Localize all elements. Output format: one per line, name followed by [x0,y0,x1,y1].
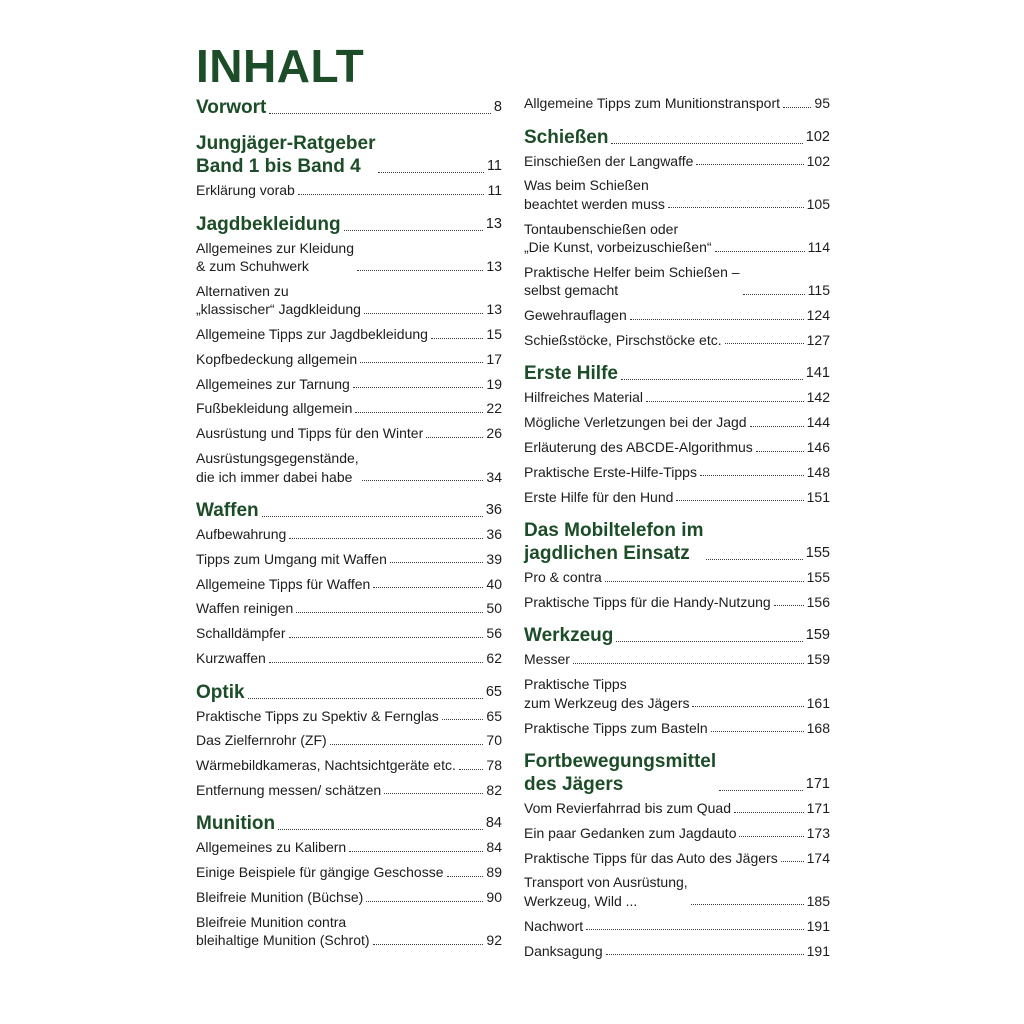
page-title: INHALT [196,40,365,92]
toc-entry-title: Ein paar Gedanken zum Jagdauto [524,824,737,841]
toc-entry-title: Praktische Tipps zum Werkzeug des Jägers [524,676,690,711]
section-heading-page-number: 8 [493,99,502,115]
dot-leader [711,731,804,732]
toc-entry-page-number: 19 [486,375,502,392]
toc-entry-title: Vom Revierfahrrad bis zum Quad [524,800,731,817]
toc-entry-title: Ausrüstungsgegenstände, die ich immer dabei habe [196,450,359,485]
section-heading-title: Erste Hilfe [524,363,618,385]
dot-leader [756,451,804,452]
dot-leader [725,343,804,344]
toc-entry-page-number: 124 [806,307,830,324]
dot-leader [278,829,483,830]
dot-leader [366,901,483,902]
toc-entry [196,525,502,544]
toc-entry-page-number: 84 [486,839,502,856]
toc-entry [196,649,502,668]
section-heading-page-number: 155 [805,545,830,562]
toc-entry-page-number: 39 [486,550,502,567]
toc-entry-title: Ausrüstung und Tipps für den Winter [196,425,424,442]
toc-entry [524,306,830,325]
toc-entry [196,888,502,907]
dot-leader [378,172,483,173]
section-heading-title: Jagdbekleidung [196,213,341,235]
toc-entry-title: Allgemeines zu Kalibern [196,839,347,856]
toc-entry-page-number: 161 [806,694,830,711]
toc-entry [196,325,502,344]
section-heading-title: Optik [196,681,245,703]
toc-entry-title: Waffen reinigen [196,600,294,617]
toc-entry-page-number: 151 [806,488,830,505]
dot-leader [605,581,804,582]
toc-entry [524,824,830,843]
dot-leader [750,426,804,427]
toc-entry-title: Bleifreie Munition (Büchse) [196,889,364,906]
toc-entry [524,873,830,910]
toc-entry-page-number: 65 [486,707,502,724]
dot-leader [362,480,484,481]
toc-entry [196,181,502,200]
toc-entry [524,263,830,300]
dot-leader [611,143,802,144]
dot-leader [743,294,805,295]
toc-section [196,96,502,119]
toc-entry [524,176,830,213]
section-heading [196,96,502,119]
section-heading-title: Das Mobiltelefon im jagdlichen Einsatz [524,520,704,565]
toc-entry-page-number: 159 [806,651,830,668]
section-heading [524,624,830,647]
toc-entry-title: Hilfreiches Material [524,389,644,406]
toc-entry-page-number: 156 [806,593,830,610]
section-heading-title: Schießen [524,126,609,148]
toc-entry-page-number: 171 [806,800,830,817]
dot-leader [349,851,483,852]
dot-leader [426,437,483,438]
dot-leader [715,251,805,252]
toc-entry-page-number: 95 [814,95,830,111]
toc-entry-title: Bleifreie Munition contra bleihaltige Munition (Schrot) [196,913,370,949]
toc-entry-title: Einige Beispiele für gängige Geschosse [196,864,444,881]
dot-leader [447,876,484,877]
toc-entry-title: Entfernung messen/ schätzen [196,781,382,798]
toc-section [196,812,502,949]
toc-section [524,94,830,113]
dot-leader [384,793,483,794]
section-heading-page-number: 171 [805,776,830,793]
section-heading [524,519,830,565]
toc-entry [196,399,502,418]
dot-leader [691,904,804,905]
toc-entry-title: Praktische Tipps zu Spektiv & Fernglas [196,707,439,724]
dot-leader [364,313,483,314]
toc-entry-page-number: 36 [486,526,502,543]
toc-entry-title: Was beim Schießen beachtet werden muss [524,177,665,212]
dot-leader [630,319,804,320]
toc-entry [524,675,830,712]
section-heading-page-number: 65 [485,683,502,700]
toc-entry [196,550,502,569]
dot-leader [646,401,804,402]
toc-entry [524,463,830,482]
toc-right-column [524,94,830,960]
toc-entry [524,650,830,669]
toc-entry [524,94,830,113]
dot-leader [431,338,483,339]
toc-entry-title: Allgemeine Tipps für Waffen [196,575,371,592]
dot-leader [262,516,483,517]
dot-leader [269,113,491,114]
toc-entry-title: Allgemeine Tipps zur Jagdbekleidung [196,326,428,343]
toc-entry [196,424,502,443]
toc-entry [196,575,502,594]
toc-entry [196,838,502,857]
toc-entry-title: Schießstöcke, Pirschstöcke etc. [524,331,722,348]
dot-leader [360,362,483,363]
toc-section [524,362,830,506]
toc-entry [524,593,830,612]
dot-leader [700,475,804,476]
toc-entry-page-number: 22 [486,400,502,417]
toc-entry-title: Erläuterung des ABCDE-Algorithmus [524,439,753,456]
toc-entry-page-number: 17 [486,350,502,367]
section-heading-page-number: 36 [485,502,502,519]
toc-entry [524,413,830,432]
toc-entry [524,849,830,868]
toc-entry-title: Mögliche Verletzungen bei der Jagd [524,414,747,431]
toc-entry-page-number: 144 [806,414,830,431]
toc-entry-page-number: 114 [807,239,830,256]
dot-leader [296,612,483,613]
toc-entry-page-number: 78 [486,757,502,774]
toc-section [196,499,502,667]
toc-entry-page-number: 13 [486,258,502,274]
toc-entry-title: Messer [524,651,570,668]
section-heading-page-number: 11 [486,158,502,174]
section-heading-page-number: 13 [485,215,502,232]
dot-leader [330,744,484,745]
section-heading-page-number: 141 [805,365,830,382]
dot-leader [269,662,484,663]
toc-entry [196,350,502,369]
section-heading [196,132,502,178]
toc-entry-page-number: 142 [806,389,830,406]
dot-leader [289,538,483,539]
section-heading-page-number: 84 [485,815,502,832]
toc-entry [524,152,830,171]
toc-entry-page-number: 26 [486,425,502,442]
toc-entry [524,917,830,936]
toc-entry [196,863,502,882]
toc-entry-title: Wärmebildkameras, Nachtsichtgeräte etc. [196,757,456,774]
toc-entry-title: Allgemeines zur Kleidung & zum Schuhwerk [196,239,354,274]
toc-section [524,750,830,960]
toc-entry-title: Praktische Tipps zum Basteln [524,719,708,736]
toc-entry-page-number: 185 [806,892,830,909]
dot-leader [298,194,485,195]
toc-section [196,213,502,487]
toc-entry [196,375,502,394]
section-heading [196,681,502,704]
toc-entry [196,624,502,643]
toc-entry-page-number: 92 [486,932,502,949]
dot-leader [692,706,803,707]
dot-leader [344,230,483,231]
toc-entry-title: Erklärung vorab [196,182,295,198]
toc-entry-page-number: 13 [486,301,502,318]
toc-entry-page-number: 105 [806,195,830,212]
toc-entry-title: Praktische Helfer beim Schießen – selbst gemacht [524,263,740,299]
toc-entry-page-number: 89 [486,864,502,881]
toc-section [524,519,830,611]
dot-leader [373,587,483,588]
toc-entry-page-number: 15 [486,326,502,343]
toc-section [524,624,830,737]
toc-entry-page-number: 102 [806,152,830,169]
toc-entry-title: Kurzwaffen [196,650,266,667]
section-heading-title: Munition [196,813,276,835]
section-heading-title: Jungjäger-Ratgeber Band 1 bis Band 4 [196,133,376,177]
toc-section [196,681,502,800]
toc-entry-title: Praktische Tipps für das Auto des Jägers [524,849,778,866]
toc-entry-page-number: 62 [486,650,502,667]
dot-leader [719,790,803,791]
toc-entry-page-number: 82 [486,781,502,798]
section-heading-title: Vorwort [196,97,267,118]
toc-entry [196,781,502,800]
dot-leader [442,719,484,720]
dot-leader [696,164,803,165]
dot-leader [289,637,484,638]
toc-entry-page-number: 168 [806,719,830,736]
toc-entry-title: Transport von Ausrüstung, Werkzeug, Wild ... [524,874,688,909]
toc-entry-title: Allgemeine Tipps zum Munitionstransport [524,95,781,111]
toc-entry-title: Alternativen zu „klassischer“ Jagdkleidung [196,282,361,318]
toc-entry-title: Praktische Tipps für die Handy-Nutzung [524,593,771,610]
dot-leader [353,387,484,388]
toc-entry-title: Gewehrauflagen [524,307,627,324]
dot-leader [783,107,811,108]
toc-entry-title: Erste Hilfe für den Hund [524,488,674,505]
toc-entry-title: Praktische Erste-Hilfe-Tipps [524,463,697,480]
dot-leader [248,698,483,699]
toc-entry-page-number: 56 [486,625,502,642]
toc-entry [524,488,830,507]
toc-entry [196,449,502,486]
section-heading-page-number: 102 [805,128,830,145]
toc-entry [196,731,502,750]
dot-leader [706,559,802,560]
dot-leader [774,605,804,606]
toc-section [196,132,502,200]
toc-entry-page-number: 50 [486,600,502,617]
dot-leader [676,500,803,501]
toc-entry-page-number: 173 [806,824,830,841]
dot-leader [373,944,484,945]
toc-entry [196,282,502,319]
toc-entry [524,331,830,350]
section-heading [196,213,502,236]
toc-entry-title: Pro & contra [524,569,602,586]
toc-entry-page-number: 146 [806,439,830,456]
toc-entry [196,239,502,276]
section-heading [524,750,830,796]
dot-leader [621,379,803,380]
toc-entry [196,756,502,775]
toc-entry-title: Das Zielfernrohr (ZF) [196,732,327,749]
toc-entry-title: Allgemeines zur Tarnung [196,375,350,392]
toc-entry [524,942,830,961]
section-heading [196,812,502,835]
toc-entry [524,568,830,587]
toc-entry [524,388,830,407]
toc-entry [196,913,502,950]
dot-leader [734,812,804,813]
dot-leader [459,769,484,770]
dot-leader [586,929,804,930]
toc-entry-page-number: 191 [806,942,830,959]
section-heading [524,362,830,385]
toc-entry [524,719,830,738]
toc-entry-page-number: 155 [806,569,830,586]
toc-left-column [196,96,502,950]
toc-entry-page-number: 127 [806,331,830,348]
toc-entry-page-number: 34 [486,468,502,485]
toc-entry-page-number: 90 [486,889,502,906]
toc-entry-title: Nachwort [524,917,584,934]
section-heading-title: Fortbewegungsmittel des Jägers [524,751,717,796]
section-heading-page-number: 159 [805,627,830,644]
toc-entry-title: Kopfbedeckung allgemein [196,350,358,367]
section-heading [196,499,502,522]
toc-entry-title: Tontaubenschießen oder „Die Kunst, vorbeizuschießen“ [524,220,712,256]
toc-entry [196,599,502,618]
dot-leader [573,663,804,664]
dot-leader [606,954,804,955]
section-heading-title: Werkzeug [524,625,614,647]
section-heading [524,126,830,149]
dot-leader [781,861,804,862]
toc-entry-page-number: 40 [486,575,502,592]
toc-entry-page-number: 115 [807,282,830,299]
toc-entry [524,799,830,818]
toc-entry-title: Schalldämpfer [196,625,286,642]
dot-leader [355,412,483,413]
dot-leader [668,207,804,208]
toc-entry-title: Fußbekleidung allgemein [196,400,353,417]
dot-leader [616,641,802,642]
toc-entry [196,707,502,726]
dot-leader [357,270,483,271]
toc-entry-title: Danksagung [524,942,603,959]
toc-entry-title: Tipps zum Umgang mit Waffen [196,550,387,567]
toc-entry-page-number: 191 [806,917,830,934]
toc-entry [524,220,830,257]
toc-section [524,126,830,350]
section-heading-title: Waffen [196,500,259,522]
dot-leader [739,836,803,837]
toc-entry-page-number: 11 [487,182,502,198]
dot-leader [390,562,484,563]
toc-entry-page-number: 70 [486,732,502,749]
toc-entry [524,438,830,457]
toc-entry-title: Aufbewahrung [196,526,287,543]
toc-entry-page-number: 148 [806,463,830,480]
toc-entry-title: Einschießen der Langwaffe [524,152,694,169]
toc-entry-page-number: 174 [806,849,830,866]
